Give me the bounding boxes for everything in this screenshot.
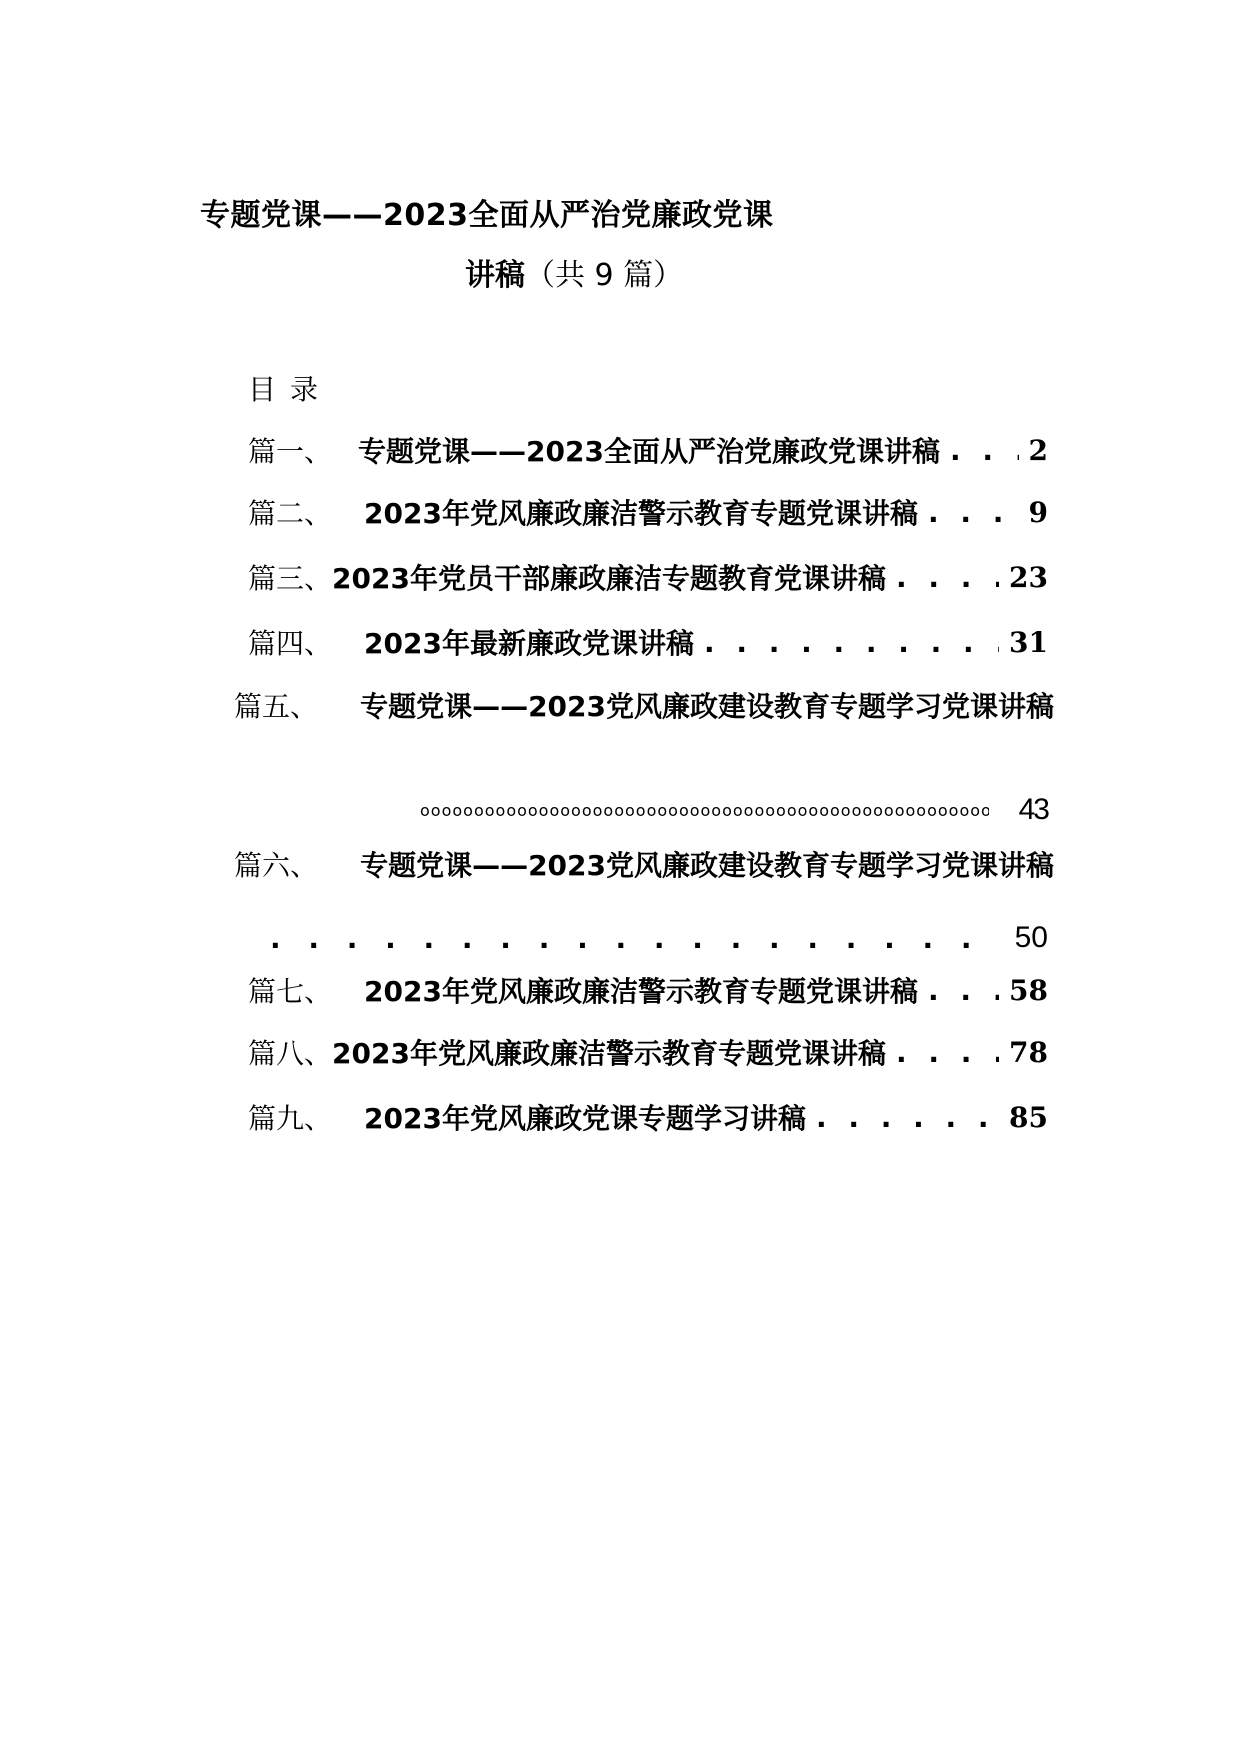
toc-item-prefix: 篇二、 xyxy=(248,497,333,530)
toc-item-page: 43 xyxy=(1018,793,1048,826)
toc-item-5[interactable] xyxy=(234,683,1054,727)
document-title-line1: 专题党课——2023全面从严治党廉政党课 xyxy=(200,198,774,233)
toc-item-prefix: 篇九、 xyxy=(248,1102,333,1135)
toc-item-leader xyxy=(918,974,999,1007)
toc-item-title: 2023年党风廉政廉洁警示教育专题党课讲稿 xyxy=(364,497,918,530)
toc-item-title: 专题党课——2023全面从严治党廉政党课讲稿 xyxy=(358,435,940,468)
title-line2-bold: 讲稿 xyxy=(465,258,525,293)
toc-item-title: 2023年最新廉政党课讲稿 xyxy=(364,627,694,660)
toc-item-page: 78 xyxy=(1009,1035,1048,1069)
toc-item-4[interactable] xyxy=(248,620,1048,664)
toc-item-leader xyxy=(918,496,1019,529)
toc-item-9[interactable] xyxy=(248,1095,1048,1139)
toc-item-title: 2023年党员干部廉政廉洁专题教育党课讲稿 xyxy=(332,562,886,595)
toc-item-8[interactable] xyxy=(248,1030,1048,1074)
toc-item-page: 50 xyxy=(1014,921,1048,954)
toc-item-leader xyxy=(270,922,1001,955)
title-line2-rest: （共 9 篇） xyxy=(525,258,684,293)
toc-item-page: 2 xyxy=(1028,433,1048,467)
toc-item-6-continuation[interactable] xyxy=(270,918,1048,958)
toc-item-title: 2023年党风廉政廉洁警示教育专题党课讲稿 xyxy=(364,975,918,1008)
toc-item-leader xyxy=(806,1101,999,1134)
toc-item-page: 58 xyxy=(1009,973,1048,1007)
toc-item-3[interactable] xyxy=(248,555,1048,599)
toc-item-prefix: 篇八、 xyxy=(248,1037,333,1070)
toc-item-1[interactable] xyxy=(248,428,1048,472)
toc-item-7[interactable] xyxy=(248,968,1048,1012)
toc-item-title: 2023年党风廉政党课专题学习讲稿 xyxy=(364,1102,806,1135)
toc-item-leader xyxy=(940,434,1019,467)
toc-item-prefix: 篇七、 xyxy=(248,975,333,1008)
toc-item-leader xyxy=(694,626,999,659)
toc-item-prefix: 篇五、 xyxy=(234,690,319,723)
toc-item-6[interactable] xyxy=(234,842,1054,886)
toc-item-title: 2023年党风廉政廉洁警示教育专题党课讲稿 xyxy=(332,1037,886,1070)
toc-item-5-continuation[interactable] xyxy=(270,790,1048,830)
toc-item-prefix: 篇四、 xyxy=(248,627,333,660)
toc-item-title: 专题党课——2023党风廉政建设教育专题学习党课讲稿 xyxy=(360,690,1054,723)
toc-item-prefix: 篇六、 xyxy=(234,849,319,882)
toc-item-page: 85 xyxy=(1009,1100,1048,1134)
toc-item-page: 23 xyxy=(1009,560,1048,594)
toc-item-leader xyxy=(886,561,999,594)
toc-item-page: 9 xyxy=(1028,495,1048,529)
toc-item-prefix: 篇三、 xyxy=(248,562,333,595)
document-title-line2 xyxy=(465,250,683,294)
toc-item-leader xyxy=(886,1036,999,1069)
toc-item-2[interactable] xyxy=(248,490,1048,534)
toc-item-title: 专题党课——2023党风廉政建设教育专题学习党课讲稿 xyxy=(360,849,1054,882)
toc-item-prefix: 篇一、 xyxy=(248,435,333,468)
toc-item-leader xyxy=(270,801,989,820)
toc-heading: 目录 xyxy=(248,373,333,406)
toc-item-page: 31 xyxy=(1009,625,1048,659)
